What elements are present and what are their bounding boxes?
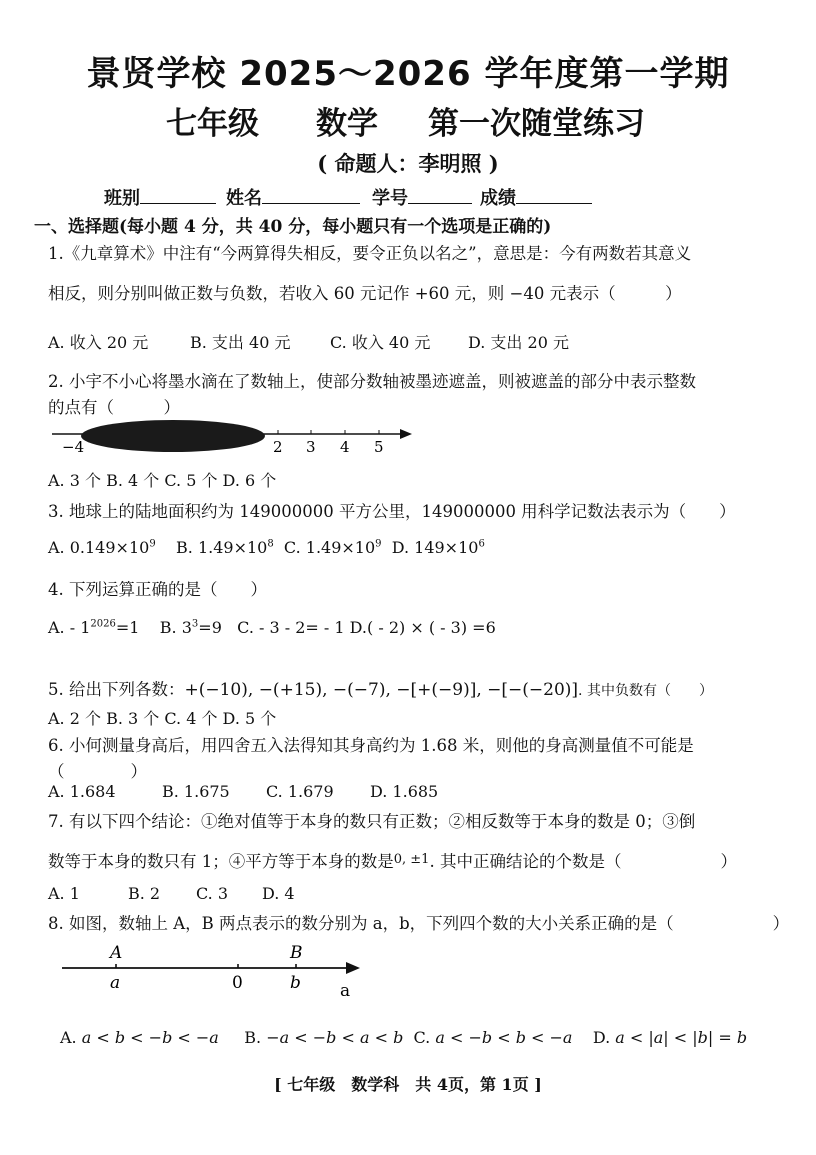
axis-label-2: 2	[273, 438, 283, 456]
exam-title: 第一次随堂练习	[428, 106, 645, 142]
page-footer: [ 七年级 数学科 共 4页，第 1页 ]	[274, 1075, 542, 1094]
axis-label-3: 3	[306, 438, 316, 456]
q4-text: 4. 下列运算正确的是（ ）	[48, 580, 267, 599]
q8-options: A. a < b < −b < −a B. −a < −b < a < b C. a < −b < b < −a D. a < |a| < |b| = b	[60, 1028, 748, 1047]
q1-option-b: B. 支出 40 元	[190, 333, 291, 352]
q1-option-c: C. 收入 40 元	[330, 333, 431, 352]
q7-option-a: A. 1	[48, 884, 80, 903]
q6-option-d: D. 1.685	[370, 782, 439, 801]
score-blank[interactable]	[516, 185, 592, 204]
axis-label-minus4: −4	[62, 438, 85, 456]
ink-blot	[81, 420, 265, 452]
handwritten-a: a	[340, 981, 351, 1001]
info-name-label: 姓名	[226, 184, 360, 210]
point-a-value: a	[110, 973, 121, 993]
q7-option-b: B. 2	[128, 884, 161, 903]
author-line: ( 命题人：李明照 )	[317, 151, 499, 176]
info-id-label: 学号	[372, 184, 472, 210]
q2-line2: 的点有（ ）	[48, 398, 180, 417]
q2-line1: 2. 小宇不小心将墨水滴在了数轴上，使部分数轴被墨迹遮盖，则被遮盖的部分中表示整数	[48, 372, 696, 391]
q1-option-a: A. 收入 20 元	[48, 333, 149, 352]
info-score-label: 成绩	[480, 184, 592, 210]
q6-option-a: A. 1.684	[48, 782, 116, 801]
q2-options: A. 3 个 B. 4 个 C. 5 个 D. 6 个	[48, 471, 277, 490]
class-blank[interactable]	[140, 185, 216, 204]
q6-line1: 6. 小何测量身高后，用四舍五入法得知其身高约为 1.68 米，则他的身高测量值不可能是	[48, 736, 694, 755]
q1-option-d: D. 支出 20 元	[468, 333, 569, 352]
axis-label-5: 5	[374, 438, 384, 456]
q8-number-line	[56, 940, 376, 1002]
q7-option-c: C. 3	[196, 884, 229, 903]
q6-option-c: C. 1.679	[266, 782, 334, 801]
q5-line: 5. 给出下列各数：+(−10), −(+15), −(−7), −[+(−9)], −[−(−20)]. 其中负数有（ ）	[48, 680, 713, 700]
id-blank[interactable]	[408, 185, 472, 204]
subject-title: 数学	[316, 106, 378, 142]
q2-number-line	[48, 418, 428, 464]
q7-option-d: D. 4	[262, 884, 295, 903]
axis-label-4: 4	[340, 438, 350, 456]
q6-line2: （ ）	[48, 762, 147, 781]
grade-title: 七年级	[166, 106, 259, 142]
q7-line2: 数等于本身的数只有 1；④平方等于本身的数是$^{0, \pm 1}$. 其中正确结论的个数是（ ）	[48, 852, 737, 871]
point-B-label: B	[290, 943, 303, 963]
q1-line2: 相反，则分别叫做正数与负数，若收入 60 元记作 +60 元，则 −40 元表示（ ）	[48, 284, 682, 303]
point-A-label: A	[110, 943, 123, 963]
point-b-value: b	[290, 973, 301, 993]
q5-options: A. 2 个 B. 3 个 C. 4 个 D. 5 个	[48, 709, 277, 728]
section-1-title: 一、选择题(每小题 4 分，共 40 分，每小题只有一个选项是正确的)	[34, 217, 552, 237]
q3-text: 3. 地球上的陆地面积约为 149000000 平方公里，149000000 用科学记数法表示为（ ）	[48, 502, 736, 521]
zero-label: 0	[232, 973, 243, 993]
school-title: 景贤学校 2025～2026 学年度第一学期	[86, 54, 730, 94]
name-blank[interactable]	[262, 185, 360, 204]
q4-options: A. - $1^{2026}=1$ B. $3^3=9$ C. - 3 - 2= - 1 D.( - 2) × ( - 3) =6	[48, 618, 496, 637]
q7-line1: 7. 有以下四个结论：①绝对值等于本身的数只有正数；②相反数等于本身的数是 0；③倒	[48, 812, 696, 831]
q8-text: 8. 如图，数轴上 A，B 两点表示的数分别为 a，b，下列四个数的大小关系正确的是（ ）	[48, 914, 790, 933]
info-class-label: 班别	[104, 184, 216, 210]
q1-line1: 1.《九章算术》中注有“今两算得失相反，要令正负以名之”，意思是：今有两数若其意义	[48, 244, 692, 263]
q3-options: A. $0.149\times 10^9$ B. $1.49\times 10^8$ C. $1.49\times 10^9$ D. $149\times 10^6$	[48, 538, 485, 557]
q6-option-b: B. 1.675	[162, 782, 230, 801]
